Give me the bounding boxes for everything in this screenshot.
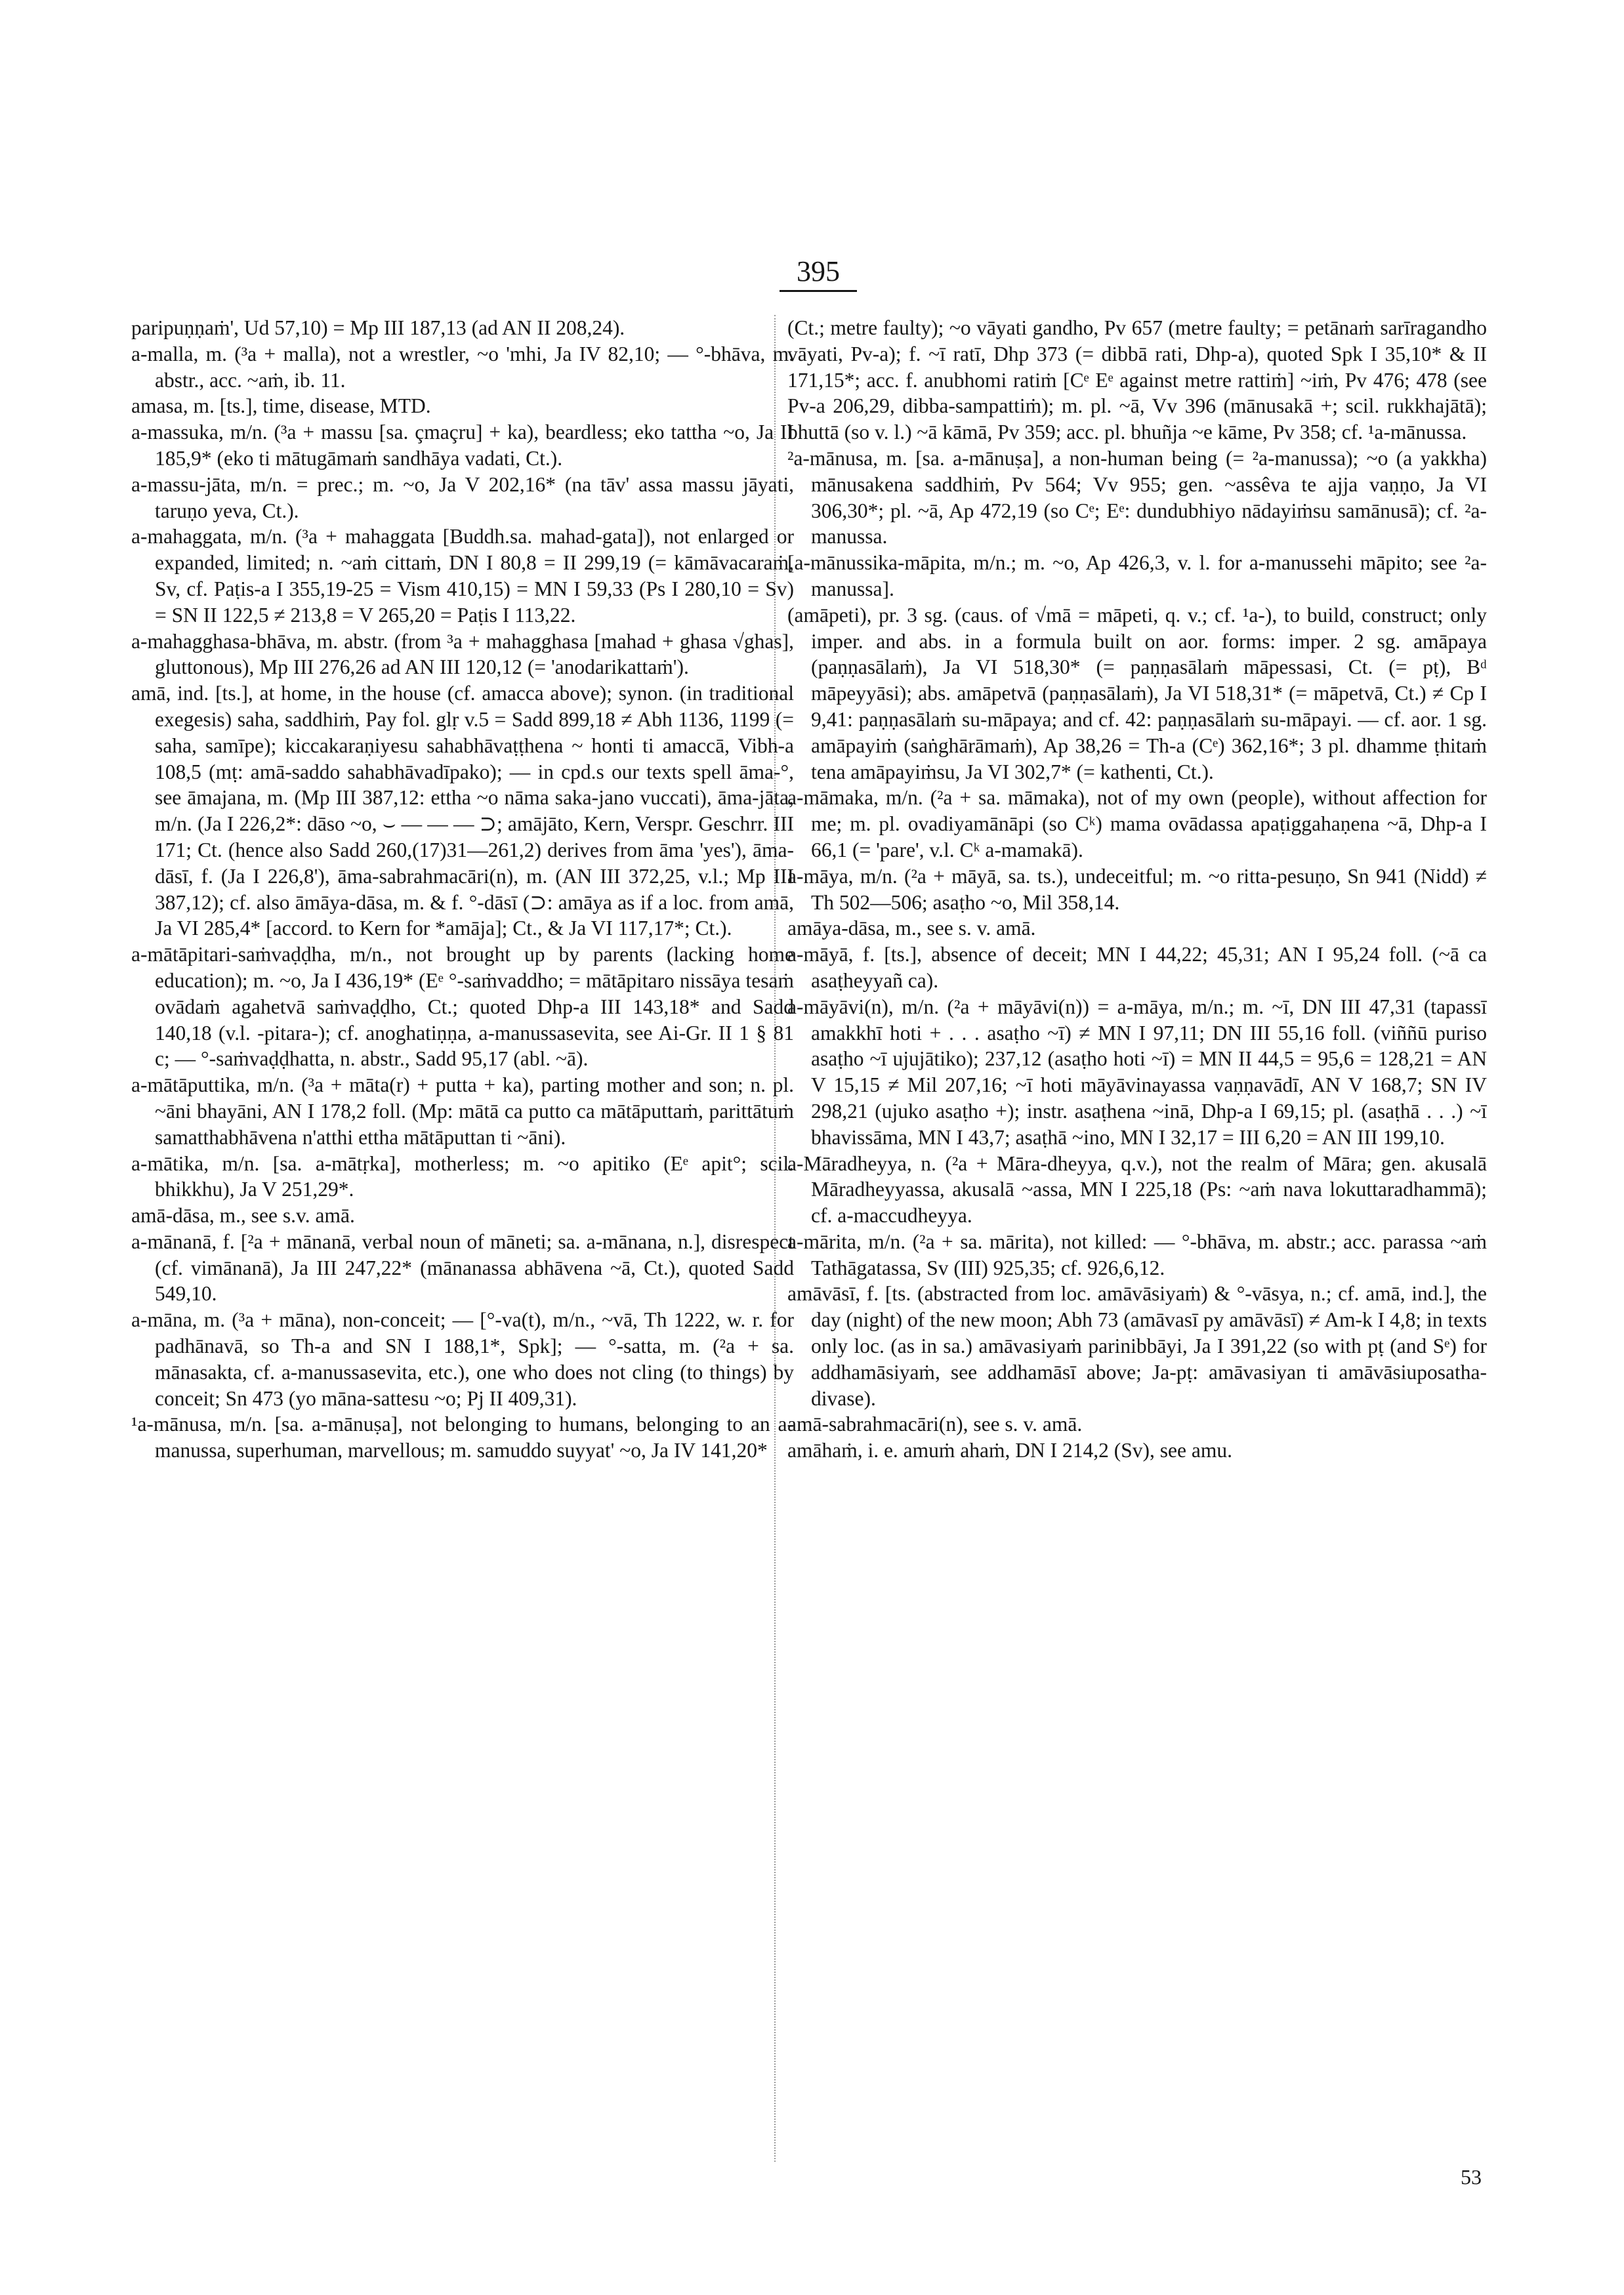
left-entry: a-mātāpitari-saṁvaḍḍha, m/n., not brought up by parents (lacking home education); m. ~o, Ja I 436,19* (Eᵉ °-saṁvaddho; = mātāpitaro nissāya tesaṁ ovādaṁ agahetvā saṁvaḍḍho, Ct.; quoted Dhp-a III 143,18* and Sadd 140,18 (v.l. -pitara-); cf. anoghatiṇṇa, a-manussasevita, see Ai-Gr. II 1 § 81 c; — °-saṁvaḍḍhatta, n. abstr., Sadd 95,17 (abl. ~ā). (131, 943, 794, 1071)
left-entry: paripuṇṇaṁ', Ud 57,10) = Mp III 187,13 (ad AN II 208,24). (131, 316, 625, 339)
left-entry: amā, ind. [ts.], at home, in the house (cf. amacca above); synon. (in traditional exegesis) saha, saddhiṁ, Pay fol. glṛ v.5 = Sadd 899,18 ≠ Abh 1136, 1199 (= saha, samīpe); kiccakaraṇiyesu sahabhāvaṭṭhena ~ honti ti amaccā, Vibh-a 108,5 (mṭ: amā-saddo sahabhāvadīpako); — in cpd.s our texts spell āma-°, see āmajana, m. (Mp III 387,12: ettha ~o nāma saka-jano vuccati), āma-jāta, m/n. (Ja I 226,2*: dāso ~o, ⌣ — — — ⊃; amājāto, Kern, Verspr. Geschrr. III 171; Ct. (hence also Sadd 260,(17)31—261,2) derives from āma 'yes'), āma-dāsī, f. (Ja I 226,8'), āma-sabrahmacāri(n), m. (AN III 372,25, v.l.; Mp III 387,12); cf. also āmāya-dāsa, m. & f. °-dāsī (⊃: amāya as if a loc. from amā, Ja VI 285,4* [accord. to Kern for *amāja]; Ct., & Ja VI 117,17*; Ct.). (131, 682, 794, 940)
right-entry: (Ct.; metre faulty); ~o vāyati gandho, Pv 657 (metre faulty; = petānaṁ sarīragandho vāyati, Pv-a); f. ~ī ratī, Dhp 373 (= dibbā rati, Dhp-a), quoted Spk I 35,10* & II 171,15*; acc. f. anubhomi ratiṁ [Cᵉ Eᵉ against metre rattiṁ] ~iṁ, Pv 476; 478 (see Pv-a 206,29, dibba-sampattiṁ); m. pl. ~ā, Vv 396 (mānusakā +; scil. rukkhajātā); bhuttā (so v. l.) ~ā kāmā, Pv 359; acc. pl. bhuñja ~e kāme, Pv 358; cf. ¹a-mānussa. (787, 316, 1487, 444)
right-entry: a-mārita, m/n. (²a + sa. mārita), not killed: — °-bhāva, m. abstr.; acc. parassa ~aṁ Tathāgatassa, Sv (III) 925,35; cf. 926,6,12. (787, 1230, 1487, 1279)
left-entry: ¹a-mānusa, m/n. [sa. a-mānuṣa], not belonging to humans, belonging to an a-manussa, superhuman, marvellous; m. samuddo suyyat' ~o, Ja IV 141,20* (131, 1413, 794, 1462)
right-entry: ²a-mānusa, m. [sa. a-mānuṣa], a non-human being (= ²a-manussa); ~o (a yakkha) mānusakena saddhiṁ, Pv 564; Vv 955; gen. ~assêva te ajja vaṇṇo, Ja VI 306,30*; pl. ~ā, Ap 472,19 (so Cᵉ; Eᵉ: dundubhiyo nādayiṁsu samānusā); cf. ²a-manussa. (787, 446, 1487, 548)
right-entry: amā-sabrahmacāri(n), see s. v. amā. (787, 1413, 1083, 1436)
left-column (131, 315, 794, 2165)
right-entry: a-māmaka, m/n. (²a + sa. māmaka), not of my own (people), without affection for me; m. pl. ovadiyamānāpi (so Cᵏ) mama ovādassa apaṭiggahaṇena ~ā, Dhp-a I 66,1 (= 'pare', v.l. Cᵏ a-mamakā). (787, 786, 1487, 861)
left-entry: a-māna, m. (³a + māna), non-conceit; — [°-va(t), m/n., ~vā, Th 1222, w. r. for padhānavā, so Th-a and SN I 188,1*, Spk]; — °-satta, m. (²a + sa. mānasakta, cf. a-manussasevita, etc.), one who does not cling (to things) by conceit; Sn 473 (yo māna-sattesu ~o; Pj II 409,31). (131, 1308, 794, 1410)
right-entry: a-māyāvi(n), m/n. (²a + māyāvi(n)) = a-māya, m/n.; m. ~ī, DN III 47,31 (tapassī amakkhī hoti + . . . asaṭho ~ī) ≠ MN I 97,11; DN III 55,16 foll. (viññū puriso asaṭho ~ī ujujātiko); 237,12 (asaṭho hoti ~ī) = MN II 44,5 = 95,6 = 128,21 = AN V 15,15 ≠ Mil 207,16; ~ī hoti māyāvinayassa vaṇṇavādī, AN V 168,7; SN IV 298,21 (ujuko asaṭho +); instr. asaṭhena ~inā, Dhp-a I 69,15; pl. (asaṭhā . . .) ~ī bhavissāma, MN I 43,7; asaṭhā ~ino, MN I 32,17 = III 6,20 = AN III 199,10. (787, 995, 1487, 1149)
right-entry: amāya-dāsa, m., see s. v. amā. (787, 917, 1036, 940)
left-entry: a-mahagghasa-bhāva, m. abstr. (from ³a + mahagghasa [mahad + ghasa √ghas], gluttonous), Mp III 276,26 ad AN III 120,12 (= 'anodarikattaṁ'). (131, 629, 794, 679)
left-entry: amasa, m. [ts.], time, disease, MTD. (131, 394, 431, 418)
left-entry: a-mātika, m/n. [sa. a-mātṛka], motherless; m. ~o apitiko (Eᵉ apit°; scil. bhikkhu), Ja V 251,29*. (131, 1151, 794, 1201)
left-entry: a-mahaggata, m/n. (³a + mahaggata [Buddh.sa. mahad-gata]), not enlarged or expanded, limited; n. ~aṁ cittaṁ, DN I 80,8 = II 299,19 (= kāmāvacaraṁ, Sv, cf. Paṭis-a I 355,19-25 = Vism 410,15) = MN I 59,33 (Ps I 280,10 = Sv) = SN II 122,5 ≠ 213,8 = V 265,20 = Paṭis I 113,22. (131, 525, 794, 627)
left-entry: a-mānanā, f. [²a + mānanā, verbal noun of māneti; sa. a-mānana, n.], disrespect (cf. vimānanā), Ja III 247,22* (mānanassa abhāvena ~ā, Ct.), quoted Sadd 549,10. (131, 1230, 794, 1306)
left-entry: a-mātāputtika, m/n. (³a + māta(r) + putta + ka), parting mother and son; n. pl. ~āni bhayāni, AN I 178,2 foll. (Mp: mātā ca putto ca mātāputtaṁ, parittātuṁ samatthabhāvena n'atthi ettha mātāputtan ti ~āni). (131, 1073, 794, 1149)
right-column (787, 315, 1487, 2165)
left-entry: amā-dāsa, m., see s.v. amā. (131, 1204, 355, 1228)
header-rule (780, 290, 857, 292)
left-entry: a-malla, m. (³a + malla), not a wrestler, ~o 'mhi, Ja IV 82,10; — °-bhāva, m. abstr., acc. ~aṁ, ib. 11. (131, 342, 794, 392)
right-entry: a-māya, m/n. (²a + māyā, sa. ts.), undeceitful; m. ~o ritta-pesuṇo, Sn 941 (Nidd) ≠ Th 502—506; asaṭho ~o, Mil 358,14. (787, 864, 1487, 914)
right-entry: a-māyā, f. [ts.], absence of deceit; MN I 44,22; 45,31; AN I 95,24 foll. (~ā ca asaṭheyyañ ca). (787, 943, 1487, 992)
right-entry: [a-mānussika-māpita, m/n.; m. ~o, Ap 426,3, v. l. for a-manussehi māpito; see ²a-manussa]. (787, 551, 1487, 600)
signature-mark: 53 (1461, 2165, 1482, 2189)
right-entry: amāhaṁ, i. e. amuṁ ahaṁ, DN I 214,2 (Sv), see amu. (787, 1439, 1232, 1462)
left-entry: a-massu-jāta, m/n. = prec.; m. ~o, Ja V 202,16* (na tāv' assa massu jāyati, taruṇo yeva, Ct.). (131, 472, 794, 522)
right-entry: amāvāsī, f. [ts. (abstracted from loc. amāvāsiyaṁ) & °-vāsya, n.; cf. amā, ind.], the day (night) of the new moon; Abh 73 (amāvasī py amāvāsī) ≠ Am-k I 4,8; in texts only loc. (as in sa.) amāvasiyaṁ parinibbāyi, Ja I 391,22 (so with pṭ (and Sᵉ) for addhamāsiyaṁ, see addhamāsī above; Ja-pṭ: amāvasiyan ti amāvāsiuposatha-divase). (787, 1282, 1487, 1410)
page-number: 395 (797, 255, 840, 287)
left-entry: a-massuka, m/n. (³a + massu [sa. çmaçru] + ka), beardless; eko tattha ~o, Ja II 185,9* (eko ti mātugāmaṁ sandhāya vadati, Ct.). (131, 421, 794, 470)
right-entry: a-Māradheyya, n. (²a + Māra-dheyya, q.v.), not the realm of Māra; gen. akusalā Māradheyyassa, akusalā ~assa, MN I 225,18 (Ps: ~aṁ nava lokuttaradhammā); cf. a-maccudheyya. (787, 1151, 1487, 1228)
right-entry: (amāpeti), pr. 3 sg. (caus. of √mā = māpeti, q. v.; cf. ¹a-), to build, construct; only imper. and abs. in a formula built on aor. forms: imper. 2 sg. amāpaya (paṇṇasālaṁ), Ja VI 518,30* (= paṇṇasālaṁ māpessasi, Ct. (= pṭ), Bᵈ māpeyyāsi); abs. amāpetvā (paṇṇasālaṁ), Ja VI 518,31* (= māpetvā, Ct.) ≠ Cp I 9,41: paṇṇasālaṁ su-māpaya; and cf. 42: paṇṇasālaṁ su-māpayi. — cf. aor. 1 sg. amāpayiṁ (saṅghārāmaṁ), Ap 38,26 = Th-a (Cᵉ) 362,16*; 3 pl. dhamme ṭhitaṁ tena amāpayiṁsu, Ja VI 302,7* (= kathenti, Ct.). (787, 603, 1487, 783)
